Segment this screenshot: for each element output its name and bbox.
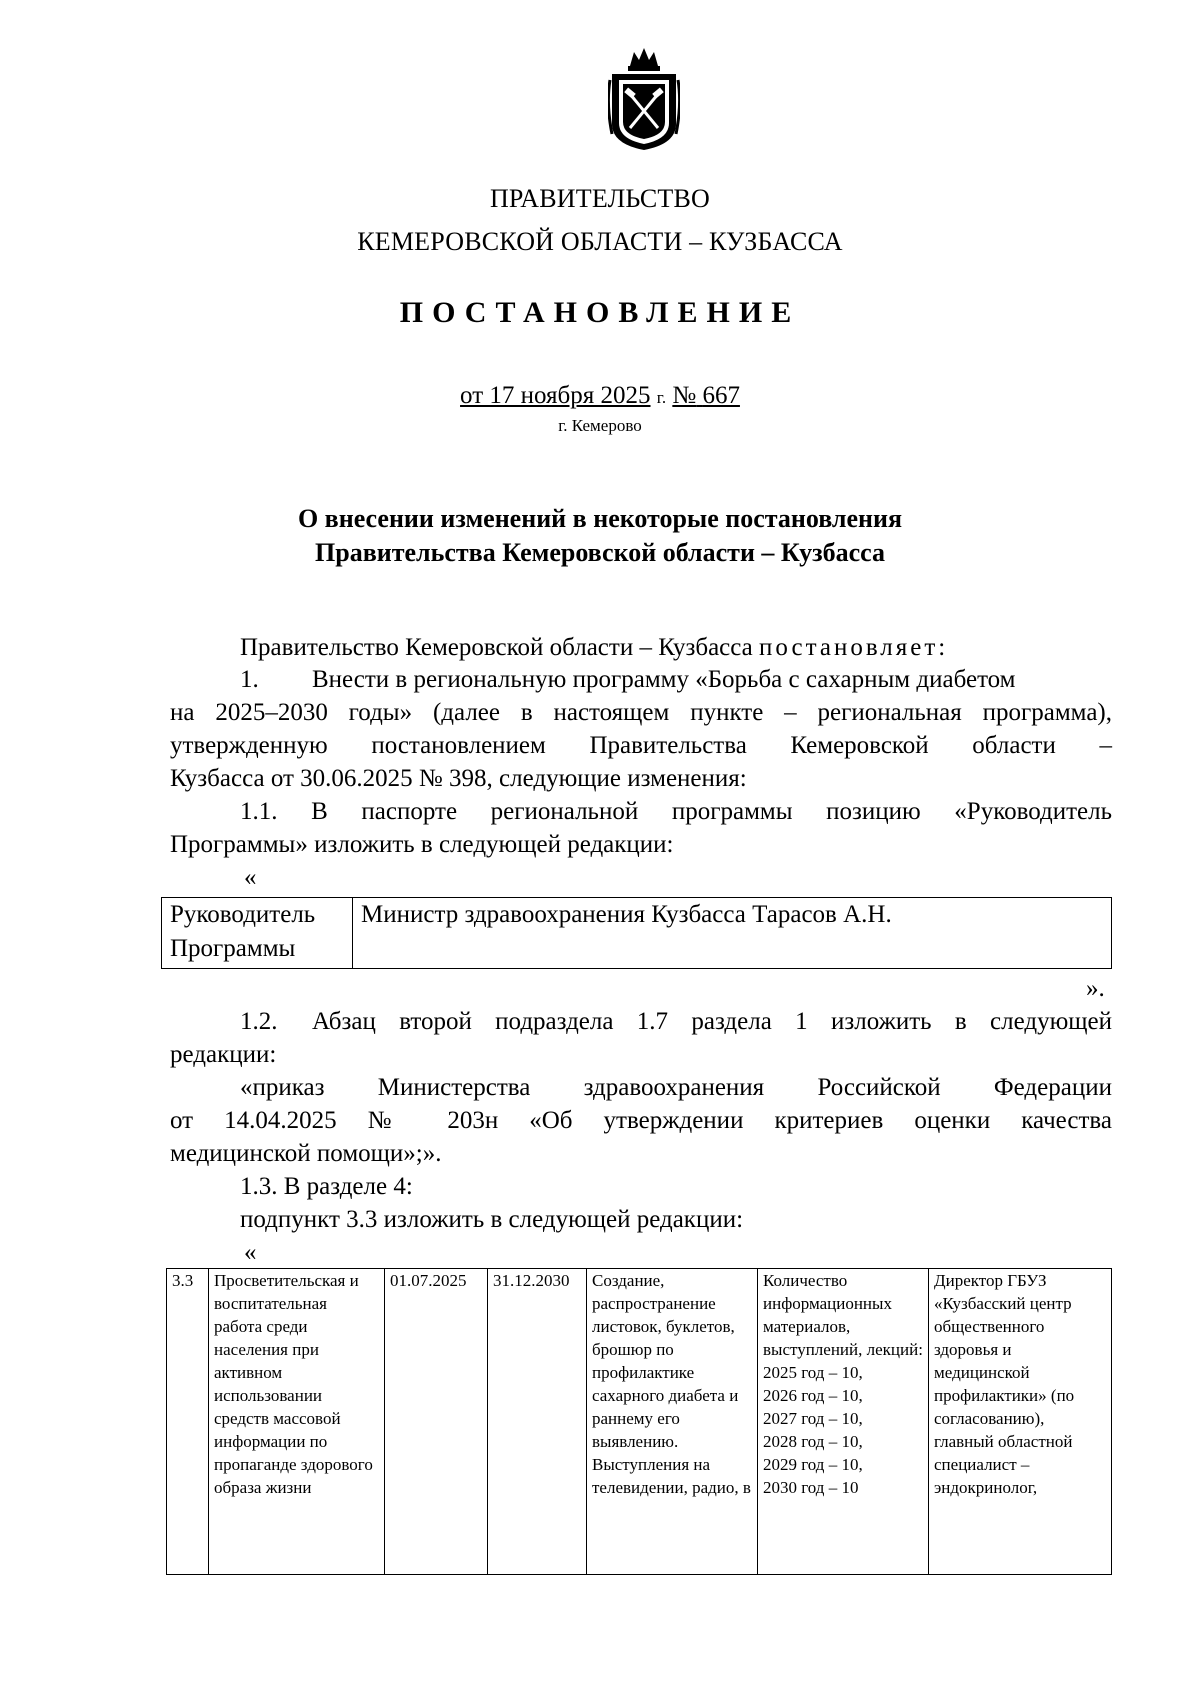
document-title-line1: О внесении изменений в некоторые постановления: [297, 504, 903, 533]
year-suffix: г.: [656, 388, 667, 407]
document-date: от 17 ноября 2025: [460, 382, 651, 409]
item1-line4: Кузбасса от 30.06.2025 № 398, следующие изменения:: [170, 765, 747, 792]
table-row: [162, 898, 1112, 969]
item12-line2: редакции:: [170, 1041, 277, 1068]
date-number-line: [0, 382, 1200, 410]
indicator-year: 2028 год – 10,: [763, 1432, 863, 1451]
cell-start: 01.07.2025: [385, 1269, 488, 1575]
preamble: [240, 632, 948, 664]
program-head-table: [161, 897, 1112, 969]
close-quote-1: ».: [1086, 975, 1105, 1002]
open-quote-1: «: [244, 864, 257, 891]
item11-line2: Программы» изложить в следующей редакции:: [170, 831, 674, 858]
indicator-year: 2029 год – 10,: [763, 1455, 863, 1474]
document-type: ПОСТАНОВЛЕНИЕ: [399, 296, 801, 329]
item11-line1: 1.1. В паспорте региональной программы позицию «Руководитель: [240, 798, 1112, 825]
quote-line3: медицинской помощи»;».: [170, 1140, 442, 1167]
item1-line1: Внести в региональную программу «Борьба с сахарным диабетом: [312, 666, 1016, 693]
indicator-year: 2026 год – 10,: [763, 1386, 863, 1405]
kuzbass-coat-of-arms-icon: [608, 44, 680, 154]
table-cell-value: Министр здравоохранения Кузбасса Тарасов А.Н.: [353, 898, 1112, 969]
item13: 1.3. В разделе 4:: [240, 1173, 413, 1200]
item12-line1: Абзац второй подраздела 1.7 раздела 1 изложить в следующей: [312, 1008, 1112, 1035]
item1-number: 1.: [240, 666, 259, 693]
item1-line2: на 2025–2030 годы» (далее в настоящем пункте – региональная программа),: [170, 699, 1112, 726]
cell-name: Просветительская и воспитательная работа среди населения при активном использовании средств массовой информации по пропаганде здорового образа жизни: [209, 1269, 385, 1575]
document-title-line2: Правительства Кемеровской области – Кузбасса: [315, 538, 885, 567]
quote-line1: «приказ Министерства здравоохранения Российской Федерации: [240, 1074, 1112, 1101]
table-cell-label: Руководитель Программы: [162, 898, 353, 969]
measures-table: [166, 1268, 1112, 1575]
cell-responsible: Директор ГБУЗ «Кузбасский центр общественного здоровья и медицинской профилактики» (по согласованию), главный областной специалист – эндокринолог,: [929, 1269, 1112, 1575]
org-name-line1: ПРАВИТЕЛЬСТВО: [489, 184, 711, 213]
item1-line3: утвержденную постановлением Правительства Кемеровской области –: [170, 732, 1112, 759]
org-name-line2: КЕМЕРОВСКОЙ ОБЛАСТИ – КУЗБАССА: [357, 227, 843, 256]
cell-content: Создание, распространение листовок, буклетов, брошюр по профилактике сахарного диабета и раннему его выявлению. Выступления на телевидении, радио, в: [587, 1269, 758, 1575]
item13-sub: подпункт 3.3 изложить в следующей редакции:: [240, 1206, 744, 1233]
table-row: [167, 1269, 1112, 1575]
indicator-year: 2027 год – 10,: [763, 1409, 863, 1428]
cell-end: 31.12.2030: [488, 1269, 587, 1575]
indicator-year: 2030 год – 10: [763, 1478, 859, 1497]
indicator-head: Количество информационных материалов, выступлений, лекций:: [763, 1271, 923, 1359]
preamble-verb: постановляет:: [759, 634, 949, 661]
item12-number: 1.2.: [240, 1008, 278, 1035]
quote-line2: от 14.04.2025 № 203н «Об утверждении критериев оценки качества: [170, 1107, 1112, 1134]
open-quote-2: «: [244, 1239, 257, 1266]
document-number: 667: [702, 382, 740, 409]
cell-num: 3.3: [167, 1269, 209, 1575]
indicator-year: 2025 год – 10,: [763, 1363, 863, 1382]
number-label: №: [672, 382, 697, 409]
cell-indicator: [758, 1269, 929, 1575]
preamble-text: Правительство Кемеровской области – Кузбасса: [240, 634, 753, 661]
document-city: г. Кемерово: [558, 416, 642, 435]
